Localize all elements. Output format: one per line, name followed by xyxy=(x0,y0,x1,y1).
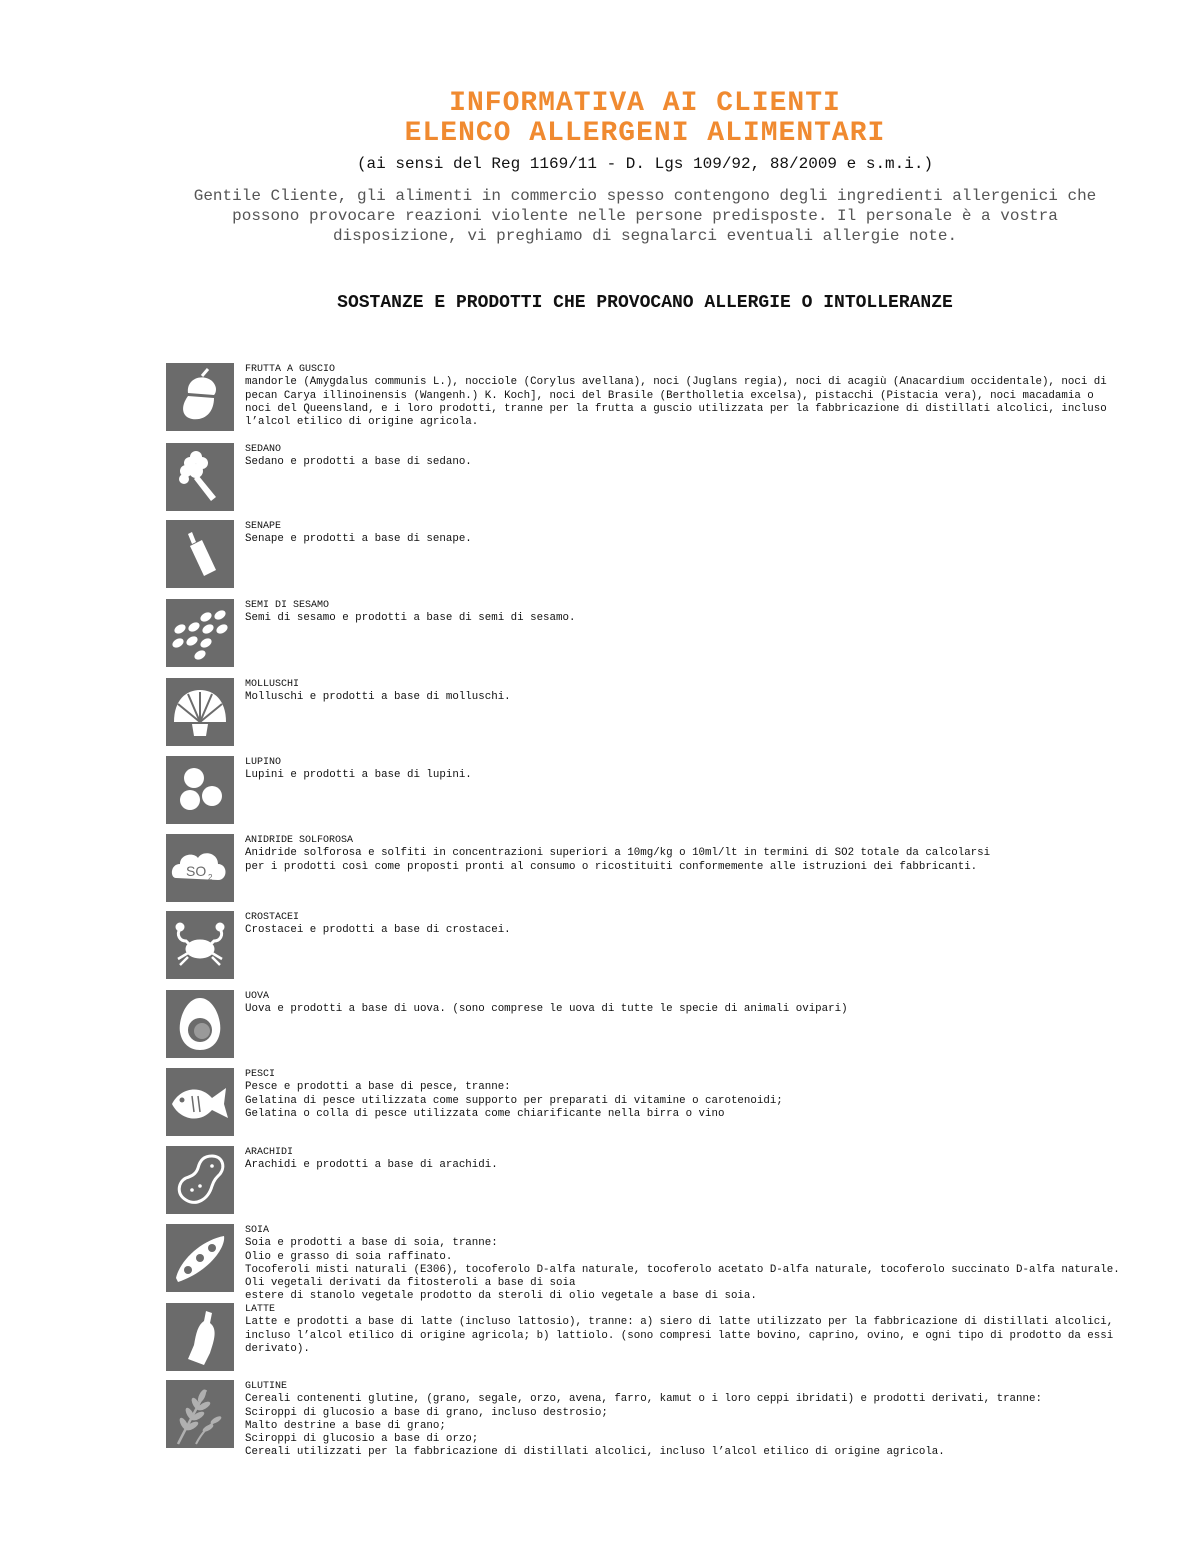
fish-icon xyxy=(166,1068,234,1136)
allergen-name: GLUTINE xyxy=(245,1381,288,1392)
allergen-name: SEMI DI SESAMO xyxy=(245,600,330,611)
acorn-icon xyxy=(166,363,234,431)
crab-icon xyxy=(166,911,234,979)
soy-pod-icon xyxy=(166,1224,234,1292)
section-heading: SOSTANZE E PRODOTTI CHE PROVOCANO ALLERGIE O INTOLLERANZE xyxy=(337,293,953,313)
allergen-description-line: Oli vegetali derivati da fitosteroli a base di soia xyxy=(245,1277,576,1290)
allergen-name: SOIA xyxy=(245,1225,270,1236)
allergen-name: PESCI xyxy=(245,1069,276,1080)
allergen-description-line: Olio e grasso di soia raffinato. xyxy=(245,1250,453,1263)
intro-line: disposizione, vi preghiamo di segnalarci eventuali allergie note. xyxy=(332,227,958,245)
title-line-1: INFORMATIVA AI CLIENTI xyxy=(449,88,841,119)
allergen-description-line: l’alcol etilico di origine agricola. xyxy=(245,416,479,429)
intro-line: possono provocare reazioni violente nelle persone predisposte. Il personale è a vostra xyxy=(232,207,1058,225)
intro-line: Gentile Cliente, gli alimenti in commercio spesso contengono degli ingredienti allergenici che xyxy=(193,187,1097,205)
allergen-description-line: Sciroppi di glucosio a base di orzo; xyxy=(245,1433,479,1446)
allergen-description-line: Tocoferoli misti naturali (E306), tocoferolo D-alfa naturale, tocoferolo acetato D-alfa naturale, tocoferolo succinato D-alfa naturale. xyxy=(245,1263,1120,1276)
allergen-description-line: Malto destrine a base di grano; xyxy=(245,1419,446,1432)
wheat-icon xyxy=(166,1380,234,1448)
allergen-description-line: per i prodotti così come proposti pronti al consumo o ricostituiti conformemente alle istruzioni dei fabbricanti. xyxy=(245,860,978,873)
allergen-name: FRUTTA A GUSCIO xyxy=(245,364,336,375)
so2-text: SO xyxy=(186,863,207,879)
lupin-icon xyxy=(166,756,234,824)
so2-subscript: 2 xyxy=(208,873,213,882)
allergen-name: UOVA xyxy=(245,991,270,1002)
allergen-description-line: Molluschi e prodotti a base di molluschi. xyxy=(245,691,511,704)
allergen-name: SEDANO xyxy=(245,444,282,455)
allergen-name: SENAPE xyxy=(245,521,282,532)
allergen-description-line: Semi di sesamo e prodotti a base di semi di sesamo. xyxy=(245,612,576,625)
shell-icon xyxy=(166,678,234,746)
allergen-description-line: Sciroppi di glucosio a base di grano, incluso destrosio; xyxy=(245,1406,608,1419)
allergen-description-line: Arachidi e prodotti a base di arachidi. xyxy=(245,1159,498,1172)
milk-bottle-icon xyxy=(166,1303,234,1371)
allergen-name: ARACHIDI xyxy=(245,1147,294,1158)
allergen-description-line: noci del Queensland, e i loro prodotti, tranne per la frutta a guscio utilizzata per la fabbricazione di distillati alcolici, incluso xyxy=(245,402,1107,415)
allergen-name: LATTE xyxy=(245,1304,276,1315)
allergen-description-line: Gelatina di pesce utilizzata come supporto per preparati di vitamine o carotenoidi; xyxy=(245,1094,783,1107)
subtitle: (ai sensi del Reg 1169/11 - D. Lgs 109/92, 88/2009 e s.m.i.) xyxy=(356,155,934,173)
allergen-description-line: Uova e prodotti a base di uova. (sono comprese le uova di tutte le specie di animali ovipari) xyxy=(245,1003,848,1016)
allergen-name: LUPINO xyxy=(245,757,282,768)
allergen-description-line: Gelatina o colla di pesce utilizzata come chiarificante nella birra o vino xyxy=(245,1107,725,1120)
title-line-2: ELENCO ALLERGENI ALIMENTARI xyxy=(404,118,886,149)
sesame-seeds-icon xyxy=(166,599,234,667)
peanut-icon xyxy=(166,1146,234,1214)
celery-icon xyxy=(166,443,234,511)
so2-cloud-icon xyxy=(166,834,234,902)
intro-text xyxy=(0,186,1200,246)
allergen-description-line: Soia e prodotti a base di soia, tranne: xyxy=(245,1237,498,1250)
allergen-name: ANIDRIDE SOLFOROSA xyxy=(245,835,354,846)
allergen-description-line: Latte e prodotti a base di latte (incluso lattosio), tranne: a) siero di latte utilizzato per la fabbricazione di distillati alcolici, xyxy=(245,1316,1114,1329)
allergen-name: CROSTACEI xyxy=(245,912,300,923)
allergen-description-line: Sedano e prodotti a base di sedano. xyxy=(245,456,472,469)
allergen-description-line: Cereali utilizzati per la fabbricazione di distillati alcolici, incluso l’alcol etilico di origine agricola. xyxy=(245,1446,945,1459)
allergen-description-line: mandorle (Amygdalus communis L.), nocciole (Corylus avellana), noci (Juglans regia), noci di acagiù (Anacardium occidentale), noci di xyxy=(245,376,1107,389)
allergen-description-line: estere di stanolo vegetale prodotto da steroli di olio vegetale a base di soia. xyxy=(245,1290,757,1303)
allergen-description-line: Senape e prodotti a base di senape. xyxy=(245,533,472,546)
allergen-description-line: Anidride solforosa e solfiti in concentrazioni superiori a 10mg/kg o 10ml/lt in termini di SO2 totale da calcolarsi xyxy=(245,847,991,860)
allergen-description-line: Lupini e prodotti a base di lupini. xyxy=(245,769,472,782)
allergen-description-line: Pesce e prodotti a base di pesce, tranne: xyxy=(245,1081,511,1094)
allergen-description-line: pecan Carya illinoinensis (Wangenh.) K. Koch], noci del Brasile (Bertholletia excelsa), pistacchi (Pistacia vera), noci macadamia o xyxy=(245,389,1094,402)
egg-icon xyxy=(166,990,234,1058)
allergen-description-line: Crostacei e prodotti a base di crostacei. xyxy=(245,924,511,937)
mustard-bottle-icon xyxy=(166,520,234,588)
allergen-name: MOLLUSCHI xyxy=(245,679,300,690)
allergen-description-line: derivato). xyxy=(245,1342,310,1355)
allergen-description-line: incluso l’alcol etilico di origine agricola; b) lattiolo. (sono compresi latte bovino, caprino, ovino, e ogni tipo di prodotto da essi xyxy=(245,1329,1114,1342)
allergen-description-line: Cereali contenenti glutine, (grano, segale, orzo, avena, farro, kamut o i loro ceppi ibridati) e prodotti derivati, tranne: xyxy=(245,1393,1042,1406)
